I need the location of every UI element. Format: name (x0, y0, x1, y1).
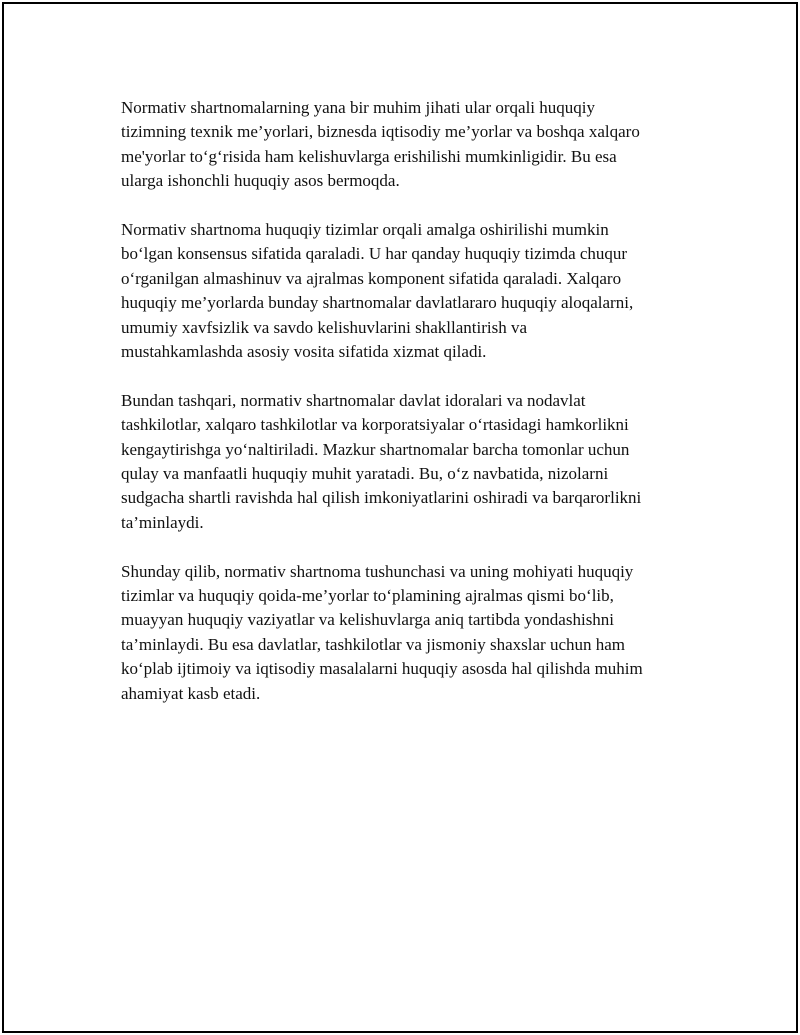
text-line: sudgacha shartli ravishda hal qilish imkoniyatlarini oshiradi va barqarorlikni (121, 488, 642, 508)
paragraph-1 (121, 96, 721, 194)
text-line: Shunday qilib, normativ shartnoma tushunchasi va uning mohiyati huquqiy (121, 561, 634, 581)
text-line: me'yorlar to‘g‘risida ham kelishuvlarga erishilishi mumkinligidir. Bu esa (121, 146, 617, 166)
text-line: Normativ shartnoma huquqiy tizimlar orqali amalga oshirilishi mumkin (121, 220, 609, 240)
page-frame (2, 2, 798, 1033)
text-line: o‘rganilgan almashinuv va ajralmas komponent sifatida qaraladi. Xalqaro (121, 268, 622, 288)
text-line: umumiy xavfsizlik va savdo kelishuvlarini shakllantirish va (121, 317, 528, 337)
paragraph-3 (121, 389, 721, 535)
document-body (121, 96, 721, 731)
text-line: Bundan tashqari, normativ shartnomalar davlat idoralari va nodavlat (121, 390, 586, 410)
text-line: ahamiyat kasb etadi. (121, 683, 261, 703)
text-line: kengaytirishga yo‘naltiriladi. Mazkur shartnomalar barcha tomonlar uchun (121, 439, 630, 459)
text-line: tashkilotlar, xalqaro tashkilotlar va korporatsiyalar o‘rtasidagi hamkorlikni (121, 415, 629, 435)
text-line: ularga ishonchli huquqiy asos bermoqda. (121, 171, 400, 191)
text-line: tizimlar va huquqiy qoida-me’yorlar to‘plamining ajralmas qismi bo‘lib, (121, 586, 614, 606)
paragraph-2 (121, 218, 721, 364)
text-line: muayyan huquqiy vaziyatlar va kelishuvlarga aniq tartibda yondashishni (121, 610, 615, 630)
paragraph-4 (121, 560, 721, 706)
text-line: ta’minlaydi. (121, 512, 204, 532)
text-line: qulay va manfaatli huquqiy muhit yaratadi. Bu, o‘z navbatida, nizolarni (121, 464, 609, 484)
text-line: huquqiy me’yorlarda bunday shartnomalar davlatlararo huquqiy aloqalarni, (121, 293, 634, 313)
text-line: ko‘plab ijtimoiy va iqtisodiy masalalarni huquqiy asosda hal qilishda muhim (121, 659, 643, 679)
text-line: ta’minlaydi. Bu esa davlatlar, tashkilotlar va jismoniy shaxslar uchun ham (121, 634, 626, 654)
text-line: Normativ shartnomalarning yana bir muhim jihati ular orqali huquqiy (121, 98, 596, 117)
text-line: tizimning texnik me’yorlari, biznesda iqtisodiy me’yorlar va boshqa xalqaro (121, 122, 640, 142)
text-line: bo‘lgan konsensus sifatida qaraladi. U har qanday huquqiy tizimda chuqur (121, 244, 628, 264)
text-line: mustahkamlashda asosiy vosita sifatida xizmat qiladi. (121, 342, 487, 362)
